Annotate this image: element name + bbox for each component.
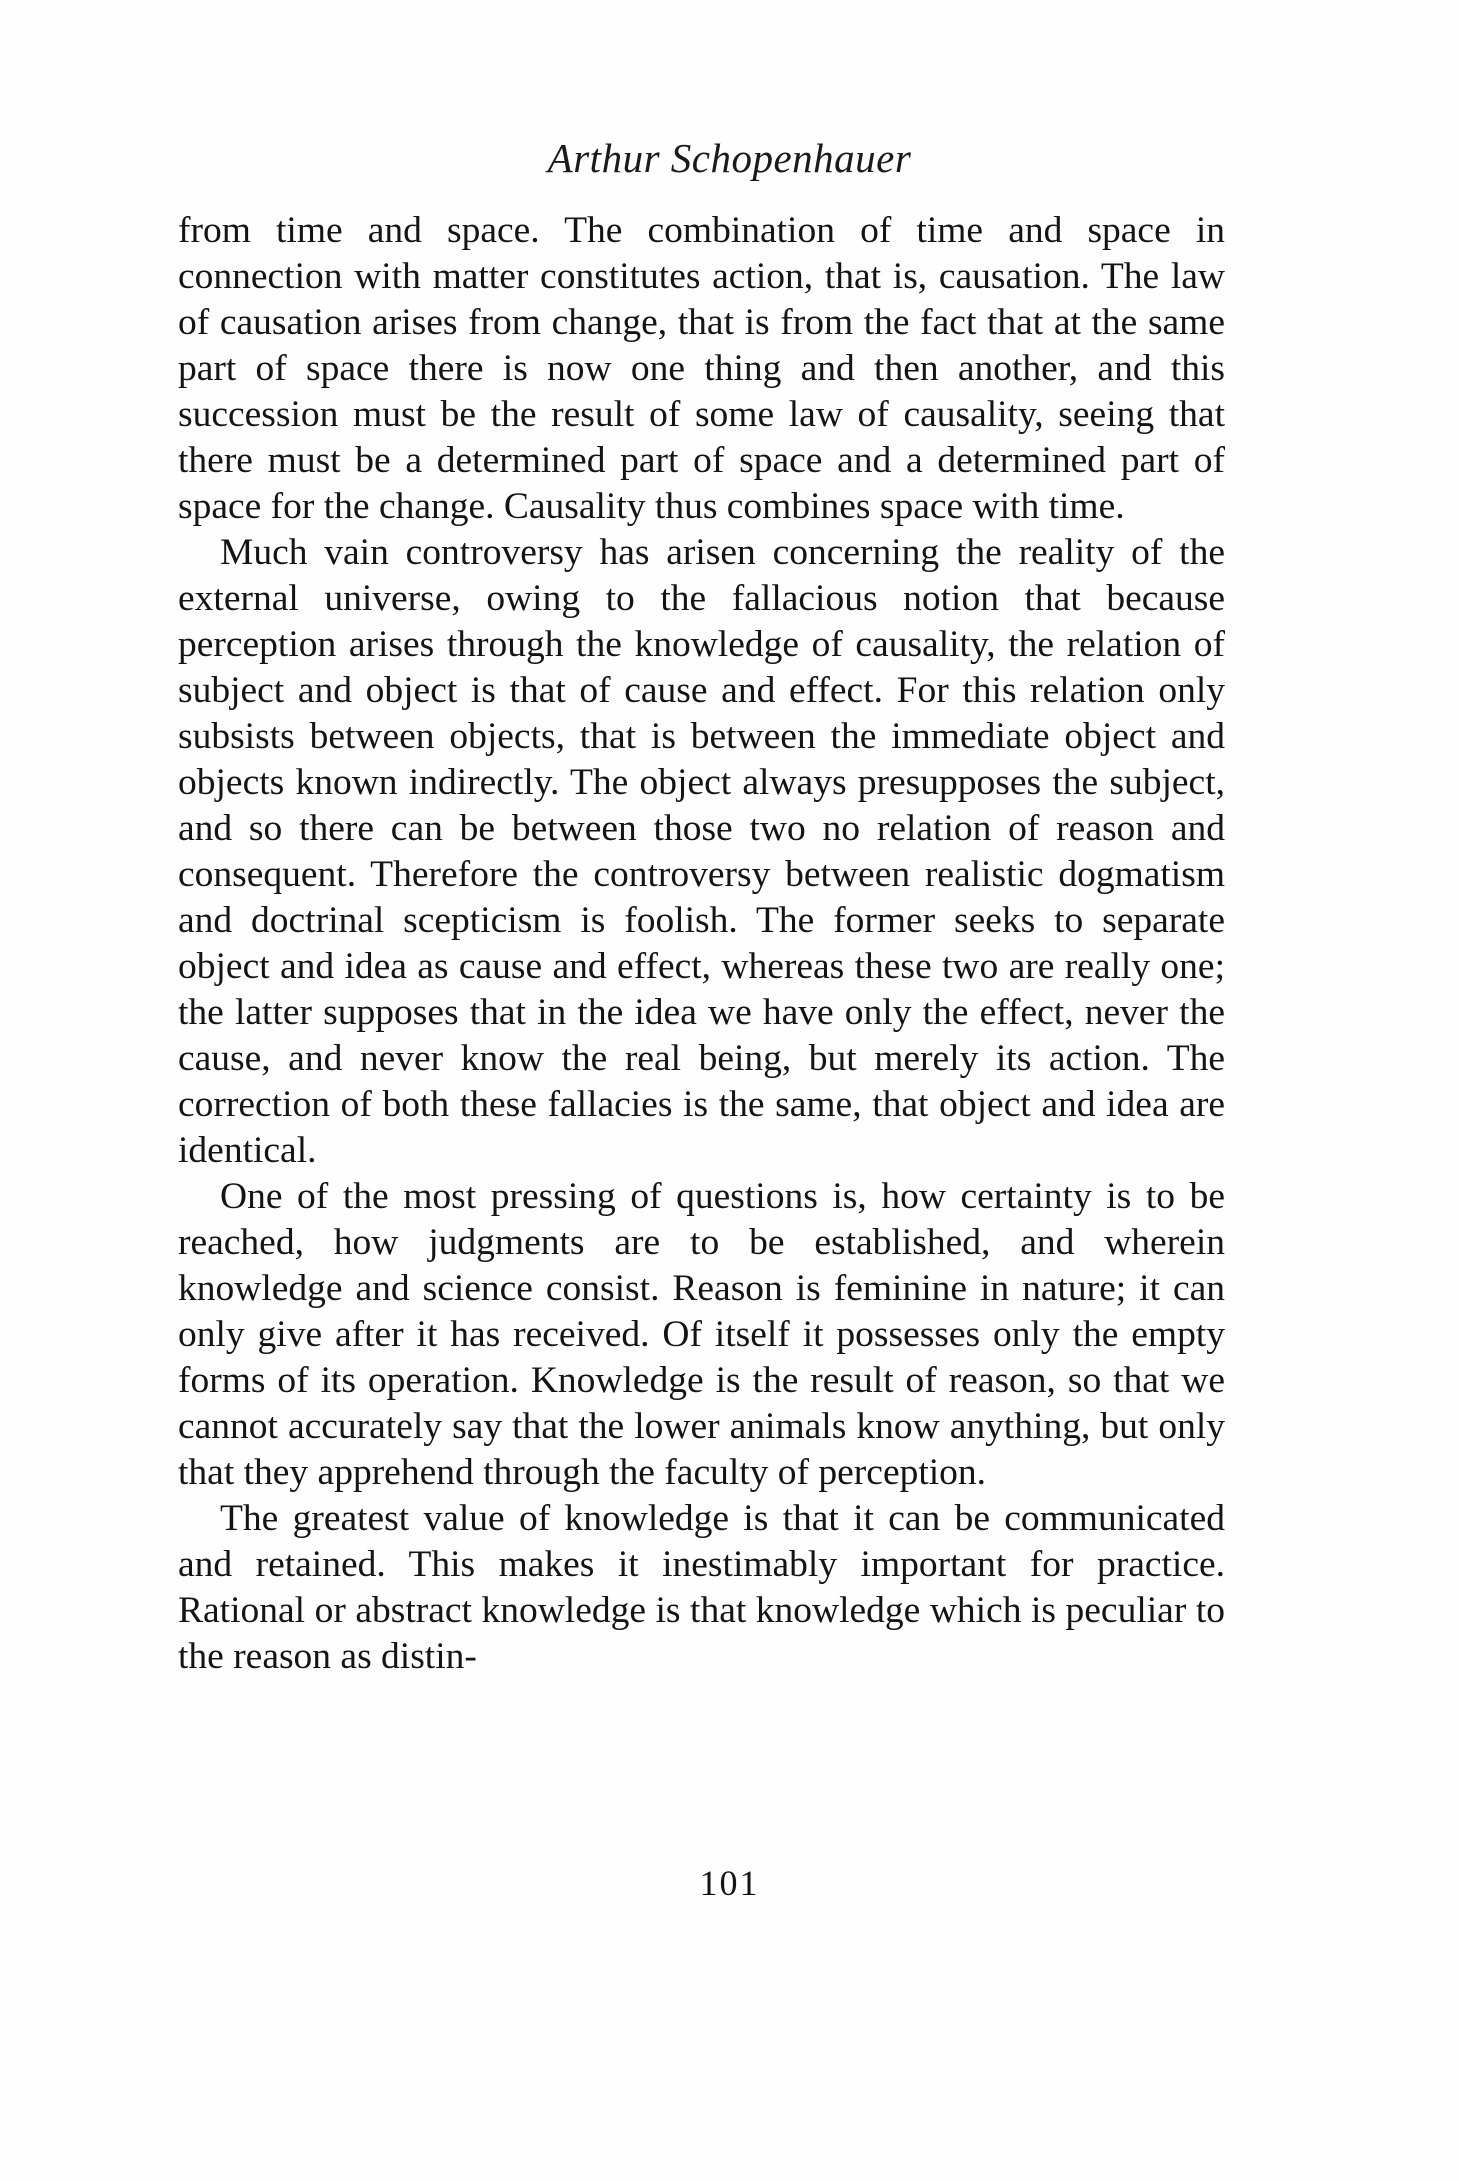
paragraph-3: One of the most pressing of questions is, how certainty is to be reached, how judgments are to be established, and wherein knowledge and science consist. Reason is feminine in nature; it can only give after it has received. Of itself it possesses only the empty forms of its operation. Knowledge is the result of reason, so that we cannot accurately say that the lower animals know anything, but only that they apprehend through the faculty of perception.	[178, 1176, 1225, 1493]
paragraph-2: Much vain controversy has arisen concerning the reality of the external universe, owing to the fallacious notion that because perception arises through the knowledge of causality, the relation of subject and object is that of cause and effect. For this relation only subsists between objects, that is between the immediate object and objects known indirectly. The object always presupposes the subject, and so there can be between those two no relation of reason and consequent. Therefore the controversy between realistic dogmatism and doctrinal scepticism is foolish. The former seeks to separate object and idea as cause and effect, whereas these two are really one; the latter supposes that in the idea we have only the effect, never the cause, and never know the real being, but merely its action. The correction of both these fallacies is the same, that object and idea are identical.	[178, 532, 1225, 1171]
running-head: Arthur Schopenhauer	[547, 135, 912, 181]
paragraph-4: The greatest value of knowledge is that it can be communicated and retained. This makes it inestimably important for practice. Rational or abstract knowledge is that knowledge which is peculiar to the reason as distin-	[178, 1498, 1225, 1677]
body-text	[178, 208, 1225, 1680]
paragraph-1: from time and space. The combination of time and space in connection with matter constitutes action, that is, causation. The law of causation arises from change, that is from the fact that at the same part of space there is now one thing and then another, and this succession must be the result of some law of causality, seeing that there must be a determined part of space and a determined part of space for the change. Causality thus combines space with time.	[178, 210, 1225, 527]
page-number: 101	[699, 1863, 760, 1903]
